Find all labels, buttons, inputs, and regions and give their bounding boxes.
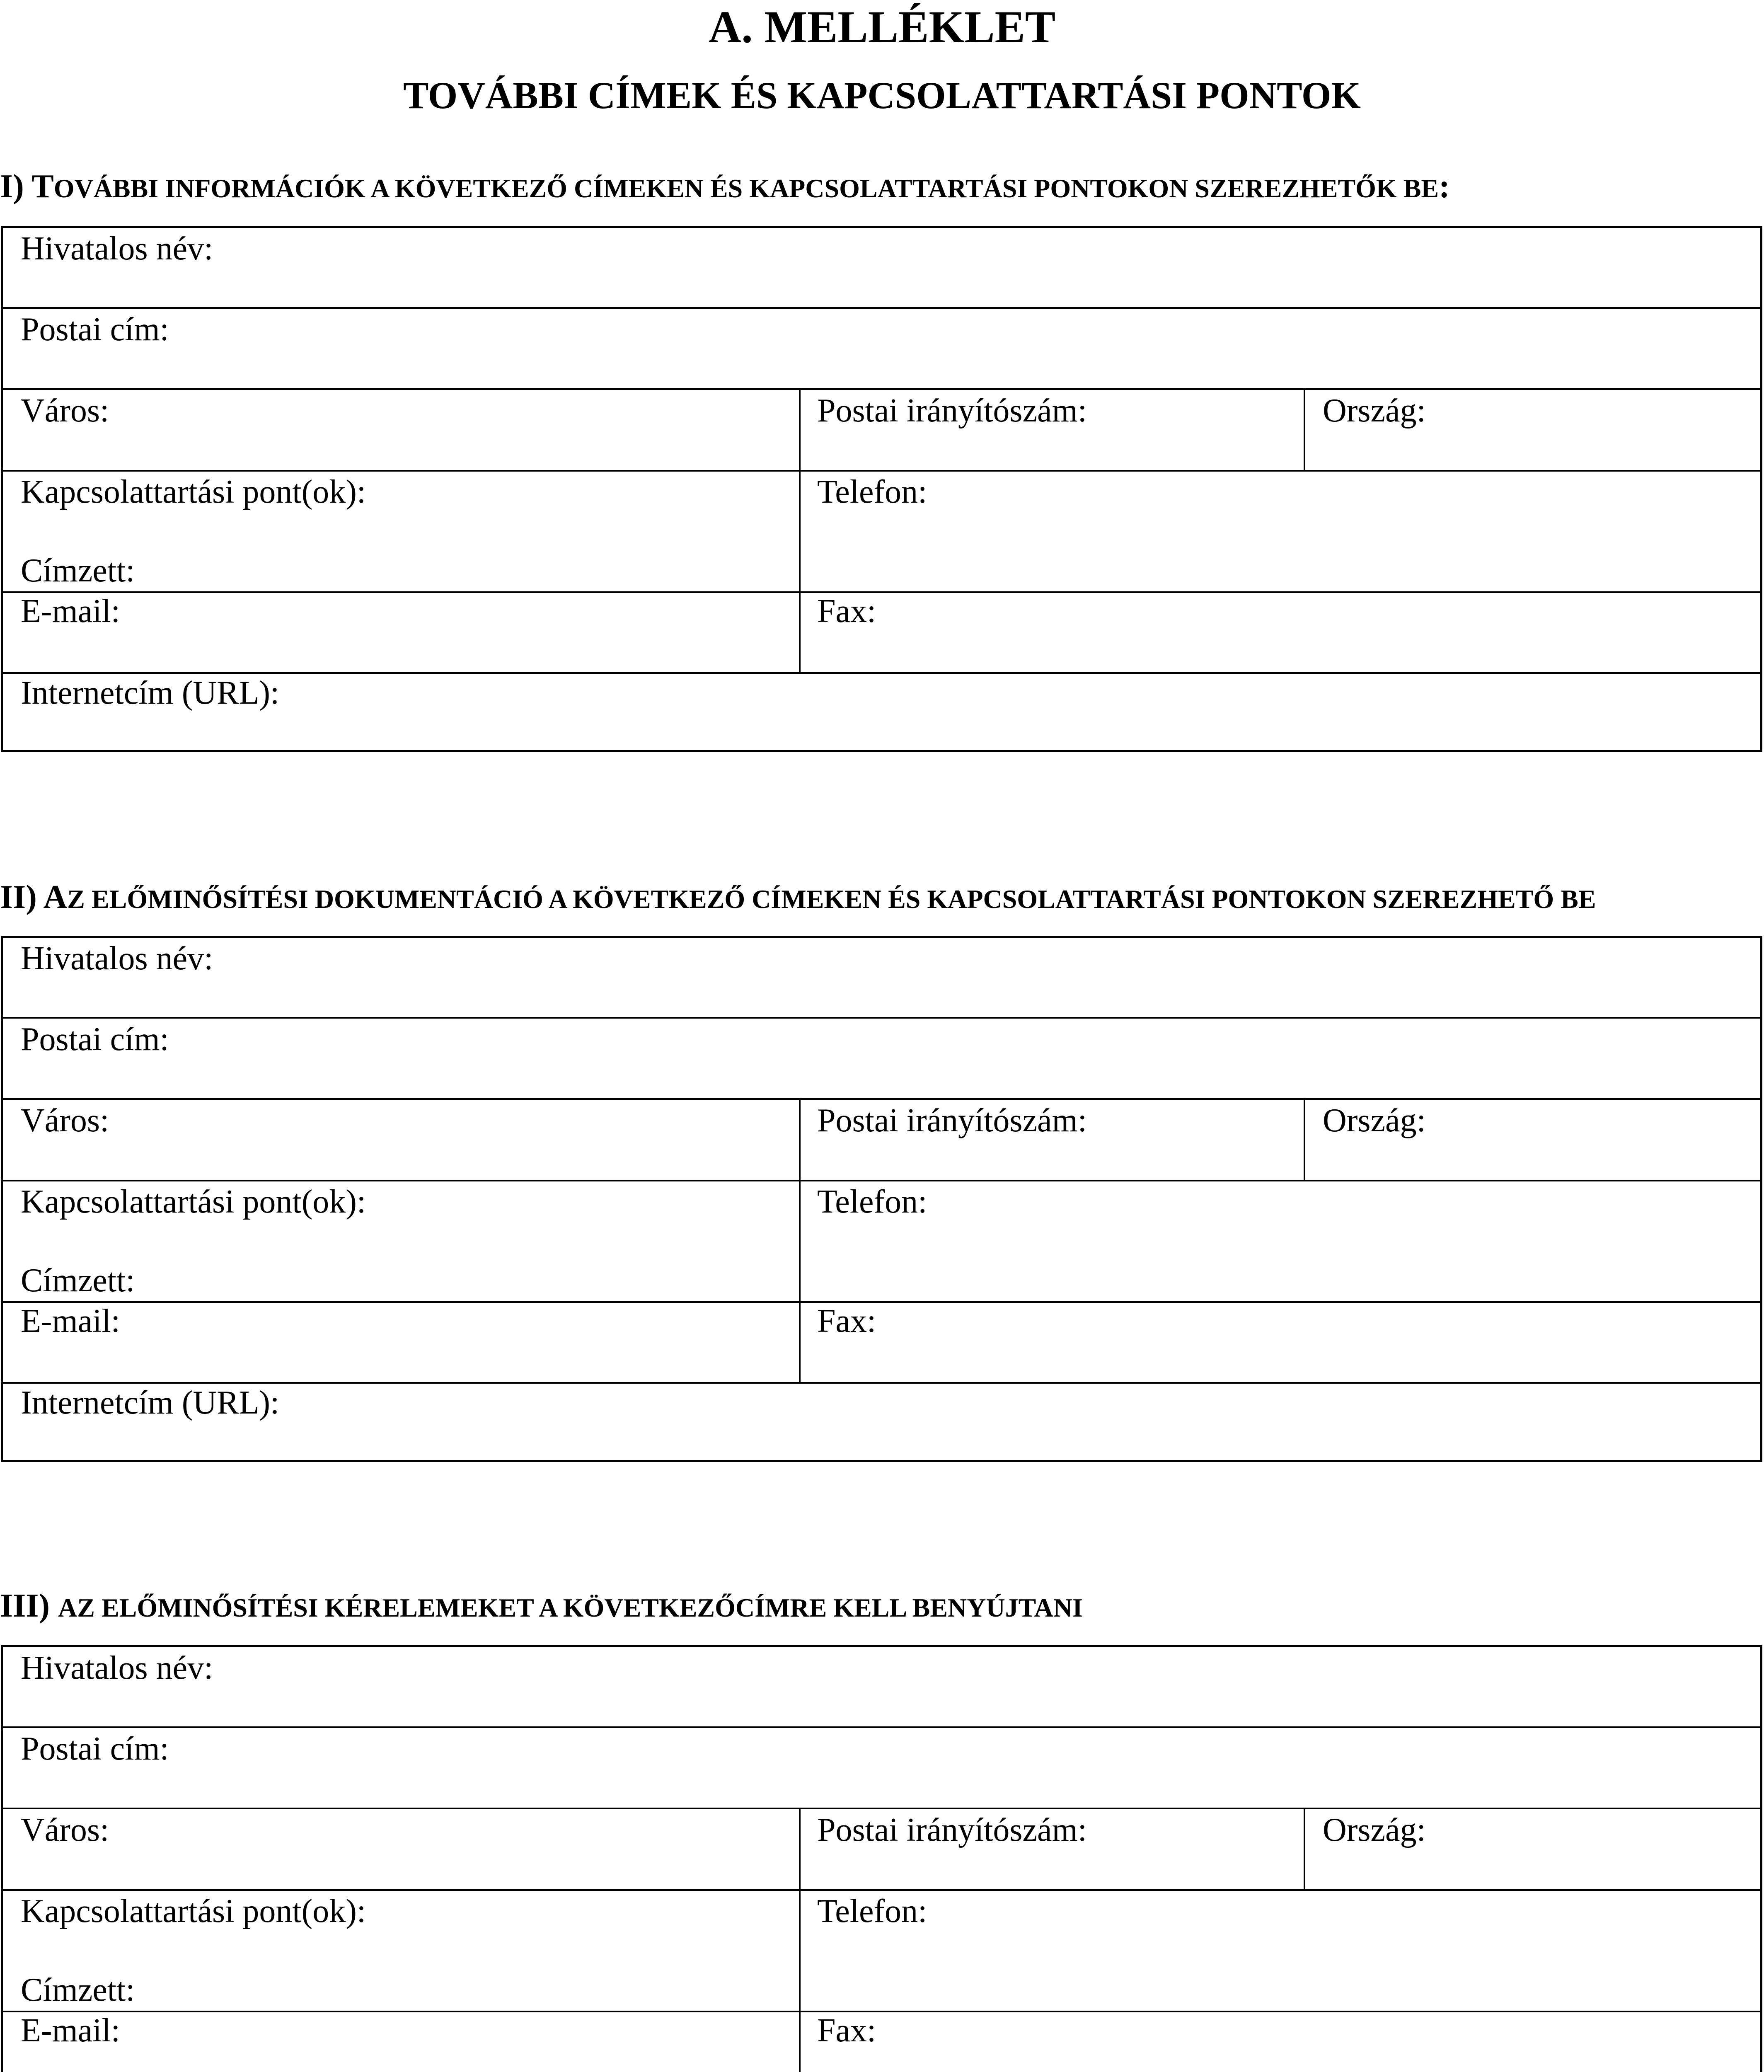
postal-address-field[interactable]: Postai cím: xyxy=(21,311,169,348)
postal-code-field[interactable]: Postai irányítószám: xyxy=(817,1102,1087,1139)
section-2-initial: A xyxy=(43,879,68,915)
section-1-heading xyxy=(0,166,1450,209)
section-2-heading xyxy=(0,876,1596,920)
section-3-heading xyxy=(0,1585,1083,1629)
telephone-field[interactable]: Telefon: xyxy=(817,1184,927,1220)
section-1-number: I) xyxy=(0,168,32,205)
section-1-initial: T xyxy=(31,168,54,205)
telephone-field[interactable]: Telefon: xyxy=(817,474,927,510)
fax-field[interactable]: Fax: xyxy=(817,593,876,629)
contact-points-field[interactable]: Kapcsolattartási pont(ok): xyxy=(21,1184,366,1220)
postal-code-field[interactable]: Postai irányítószám: xyxy=(817,392,1087,429)
contact-points-field[interactable]: Kapcsolattartási pont(ok): xyxy=(21,474,366,510)
internet-address-field[interactable]: Internetcím (URL): xyxy=(21,675,280,711)
country-field[interactable]: Ország: xyxy=(1323,1102,1426,1139)
attention-field[interactable]: Címzett: xyxy=(21,552,135,589)
official-name-field[interactable]: Hivatalos név: xyxy=(21,230,213,267)
attention-field[interactable]: Címzett: xyxy=(21,1262,135,1299)
postal-address-field[interactable]: Postai cím: xyxy=(21,1731,169,1767)
postal-address-field[interactable]: Postai cím: xyxy=(21,1021,169,1058)
email-field[interactable]: E-mail: xyxy=(21,1303,120,1339)
telephone-field[interactable]: Telefon: xyxy=(817,1893,927,1929)
email-field[interactable]: E-mail: xyxy=(21,2012,120,2049)
page-subtitle: TOVÁBBI CÍMEK ÉS KAPCSOLATTARTÁSI PONTOK xyxy=(403,74,1361,116)
contact-points-field[interactable]: Kapcsolattartási pont(ok): xyxy=(21,1893,366,1929)
city-field[interactable]: Város: xyxy=(21,1812,109,1848)
postal-code-field[interactable]: Postai irányítószám: xyxy=(817,1812,1087,1848)
email-field[interactable]: E-mail: xyxy=(21,593,120,629)
section-1-end: : xyxy=(1439,168,1450,205)
address-form-2 xyxy=(1,936,1762,1462)
section-2-text: Z ELŐMINŐSÍTÉSI DOKUMENTÁCIÓ A KÖVETKEZŐ CÍMEKEN ÉS KAPCSOLATTARTÁSI PONTOKON SZEREZHETŐ BE xyxy=(67,884,1596,914)
official-name-field[interactable]: Hivatalos név: xyxy=(21,1650,213,1686)
city-field[interactable]: Város: xyxy=(21,392,109,429)
section-3-text: AZ ELŐMINŐSÍTÉSI KÉRELEMEKET A KÖVETKEZŐCÍMRE KELL BENYÚJTANI xyxy=(58,1593,1083,1622)
address-form-3 xyxy=(1,1645,1762,2072)
country-field[interactable]: Ország: xyxy=(1323,1812,1426,1848)
page-title: A. MELLÉKLET xyxy=(708,2,1056,52)
country-field[interactable]: Ország: xyxy=(1323,392,1426,429)
official-name-field[interactable]: Hivatalos név: xyxy=(21,940,213,977)
section-3-number: III) xyxy=(0,1588,58,1624)
section-1-text: OVÁBBI INFORMÁCIÓK A KÖVETKEZŐ CÍMEKEN ÉS KAPCSOLATTARTÁSI PONTOKON SZEREZHETŐK BE xyxy=(53,174,1439,203)
address-form-1 xyxy=(1,226,1762,752)
section-2-number: II) xyxy=(0,879,44,915)
internet-address-field[interactable]: Internetcím (URL): xyxy=(21,1385,280,1421)
fax-field[interactable]: Fax: xyxy=(817,1303,876,1339)
city-field[interactable]: Város: xyxy=(21,1102,109,1139)
fax-field[interactable]: Fax: xyxy=(817,2012,876,2049)
attention-field[interactable]: Címzett: xyxy=(21,1972,135,2008)
